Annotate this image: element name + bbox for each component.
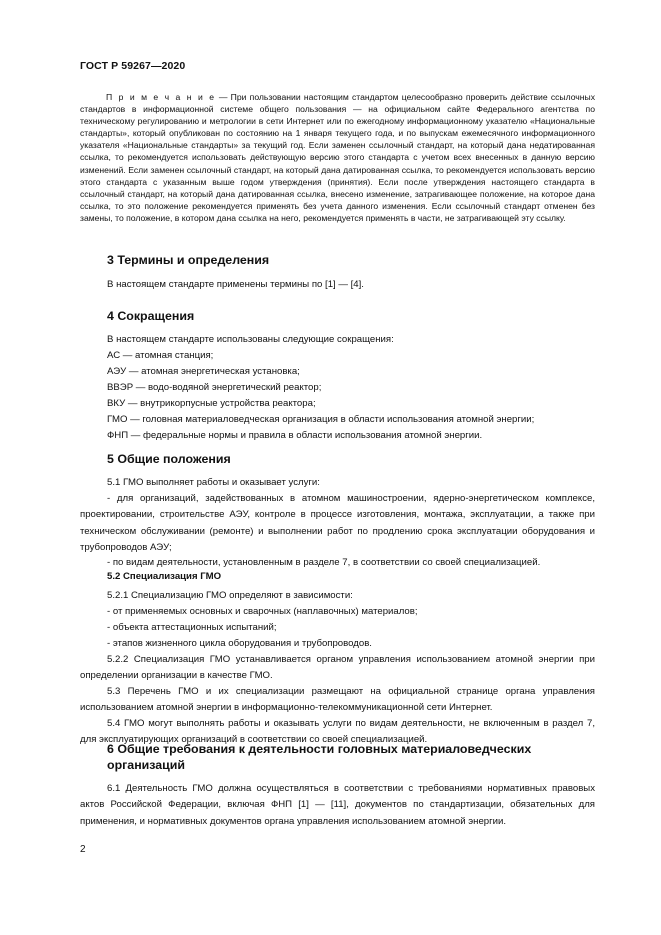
abbreviation-item: ГМО — головная материаловедческая организация в области использования атомной энергии;: [107, 414, 535, 425]
section-3-title: 3 Термины и определения: [107, 253, 270, 267]
paragraph-5-2-1: 5.2.1 Специализацию ГМО определяют в зависимости:: [107, 590, 353, 601]
section-5-title: 5 Общие положения: [107, 452, 231, 466]
paragraph-5-1-a: - для организаций, задействованных в атомном машиностроении, ядерно-энергетическом комплексе, проектировании, строительстве АЭУ, контроле в процессе изготовления, монтажа, эксплуатации, а также при техническом обслуживании (ремонте) и выполнении работ по продлению срока эксплуатации оборудования и трубопроводов АЭУ;: [80, 493, 595, 553]
subsection-5-2-title: 5.2 Специализация ГМО: [107, 571, 222, 582]
note-label: П р и м е ч а н и е: [106, 92, 216, 102]
abbreviation-item: АС — атомная станция;: [107, 350, 214, 361]
paragraph-5-2-2: 5.2.2 Специализация ГМО устанавливается органом управления использованием атомной энергии при определении организации в качестве ГМО.: [80, 654, 595, 682]
paragraph-5-1-b: - по видам деятельности, установленным в разделе 7, в соответствии со своей специализацией.: [107, 557, 541, 568]
list-item: - этапов жизненного цикла оборудования и трубопроводов.: [107, 638, 372, 649]
section-6-title: 6 Общие требования к деятельности головных материаловедческих организаций: [107, 742, 532, 772]
paragraph-6-1: 6.1 Деятельность ГМО должна осуществляться в соответствии с требованиями нормативных правовых актов Российской Федерации, включая ФНП [1] — [11], документов по стандартизации, обязательных для применения, и нормативных документов органа управления использованием атомной энергии.: [80, 783, 595, 827]
page-number: 2: [80, 844, 86, 855]
paragraph-5-3: 5.3 Перечень ГМО и их специализации размещают на официальной странице органа управления использованием атомной энергии в информационно-телекоммуникационной сети Интернет.: [80, 686, 595, 714]
list-item: - от применяемых основных и сварочных (наплавочных) материалов;: [107, 606, 418, 617]
section-4-title: 4 Сокращения: [107, 309, 195, 323]
note-text: — При пользовании настоящим стандартом целесообразно проверить действие ссылочных стандартов в информационной системе общего пользования — на официальном сайте Федерального агентства по техническому регулированию и метрологии в сети Интернет или по ежегодному информационному указателю «Национальные стандарты», который опубликован по состоянию на 1 января текущего года, и по выпускам ежемесячного информационного указателя «Национальные стандарты» за текущий год. Если заменен ссылочный стандарт, на который дана недатированная ссылка, то рекомендуется использовать действующую версию этого стандарта с учетом всех внесенных в данную версию изменений. Если заменен ссылочный стандарт, на который дана датированная ссылка, то рекомендуется использовать версию этого стандарта с указанным выше годом утверждения (принятия). Если после утверждения настоящего стандарта в ссылочный стандарт, на который дана датированная ссылка, внесено изменение, затрагивающее положение, на которое дана ссылка, то это положение рекомендуется применять без учета данного изменения. Если ссылочный стандарт отменен без замены, то положение, в котором дана ссылка на него, рекомендуется применять в части, не затрагивающей эту ссылку.: [80, 92, 596, 223]
abbreviation-item: АЭУ — атомная энергетическая установка;: [107, 366, 300, 377]
section-4-intro: В настоящем стандарте использованы следующие сокращения:: [107, 334, 394, 345]
abbreviation-item: ВКУ — внутрикорпусные устройства реактора;: [107, 398, 316, 409]
abbreviation-item: ФНП — федеральные нормы и правила в области использования атомной энергии.: [107, 430, 483, 441]
list-item: - объекта аттестационных испытаний;: [107, 622, 277, 633]
section-3-paragraph: В настоящем стандарте применены термины по [1] — [4].: [107, 279, 364, 290]
abbreviation-item: ВВЭР — водо-водяной энергетический реактор;: [107, 382, 322, 393]
paragraph-5-1: 5.1 ГМО выполняет работы и оказывает услуги:: [107, 477, 320, 488]
note-paragraph: [80, 91, 595, 224]
paragraph-5-4: 5.4 ГМО могут выполнять работы и оказывать услуги по видам деятельности, не включенным в раздел 7, для эксплуатирующих организаций в соответствии со своей специализацией.: [80, 718, 595, 746]
document-header: ГОСТ Р 59267—2020: [80, 60, 186, 72]
